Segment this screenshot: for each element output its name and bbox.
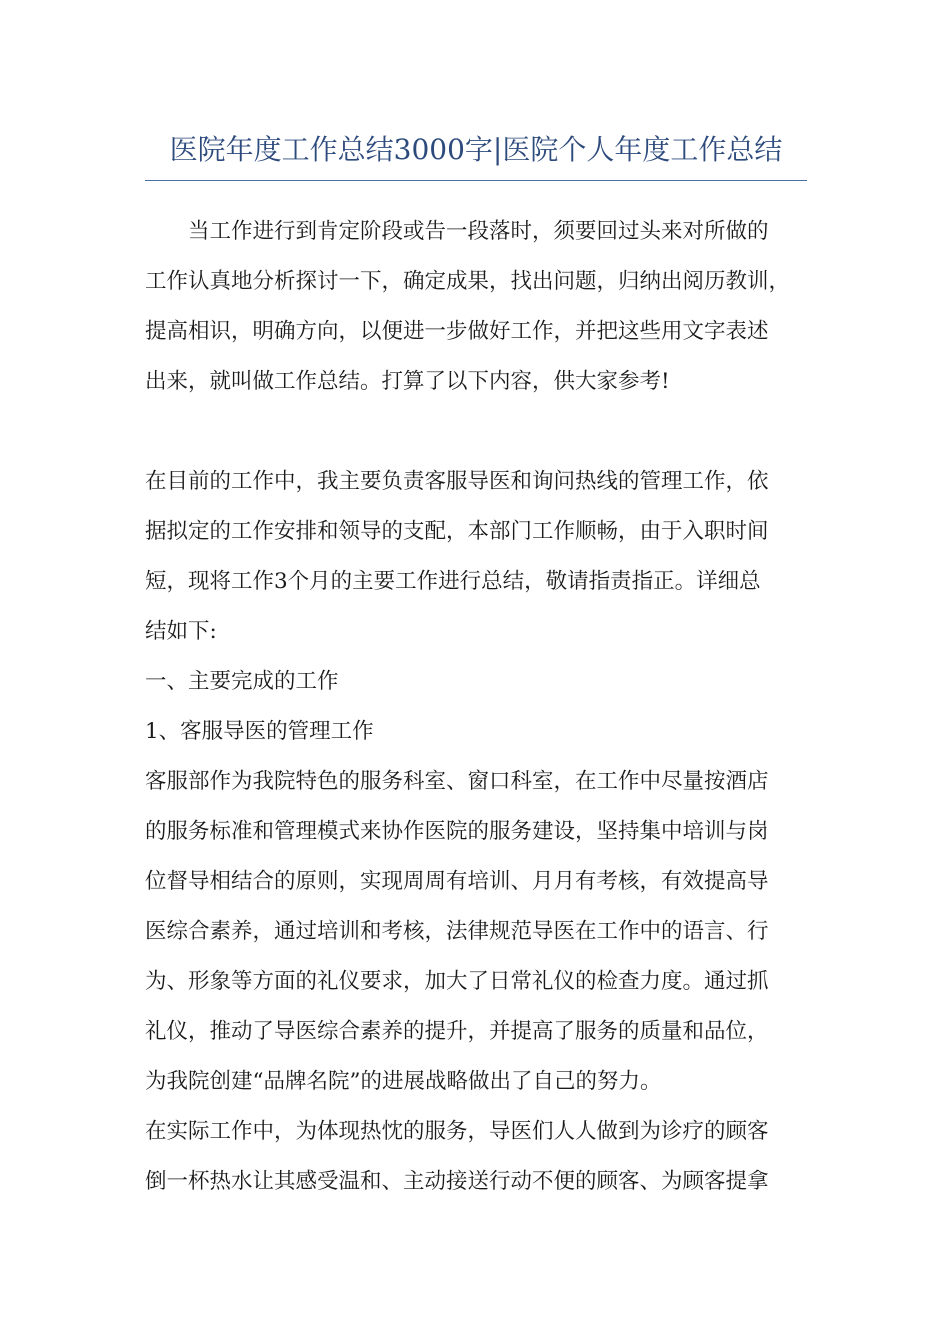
section-heading: 一、主要完成的工作 [145,669,339,694]
paragraph-gap [145,407,810,457]
text-line: 在实际工作中，为体现热忱的服务，导医们人人做到为诊疗的顾客 [145,1119,769,1144]
text-line: 短，现将工作3个月的主要工作进行总结，敬请指责指正。详细总 [145,569,761,594]
text-line: 在目前的工作中，我主要负责客服导医和询问热线的管理工作，依 [145,469,769,494]
text-line: 据拟定的工作安排和领导的支配，本部门工作顺畅，由于入职时间 [145,519,769,544]
paragraph [145,457,810,657]
paragraph [145,1107,810,1207]
text-line: 为我院创建“品牌名院”的进展战略做出了自己的努力。 [145,1069,662,1094]
intro-paragraph-cont [145,257,810,407]
title-underline [145,180,807,181]
text-line: 结如下: [145,619,217,644]
text-line: 的服务标准和管理模式来协作医院的服务建设，坚持集中培训与岗 [145,819,769,844]
text-line: 工作认真地分析探讨一下，确定成果，找出问题，归纳出阅历教训， [145,269,791,294]
text-line: 礼仪，推动了导医综合素养的提升，并提高了服务的质量和品位， [145,1019,769,1044]
document-body [145,207,810,1207]
text-line: 当工作进行到肯定阶段或告一段落时，须要回过头来对所做的 [188,219,769,244]
paragraph [145,757,810,1107]
text-line: 医综合素养，通过培训和考核，法律规范导医在工作中的语言、行 [145,919,769,944]
text-line: 提高相识，明确方向，以便进一步做好工作，并把这些用文字表述 [145,319,769,344]
text-line: 客服部作为我院特色的服务科室、窗口科室，在工作中尽量按酒店 [145,769,769,794]
text-line: 倒一杯热水让其感受温和、主动接送行动不便的顾客、为顾客提拿 [145,1169,769,1194]
text-line: 位督导相结合的原则，实现周周有培训、月月有考核，有效提高导 [145,869,769,894]
intro-paragraph [145,207,810,257]
text-line: 出来，就叫做工作总结。打算了以下内容，供大家参考! [145,369,670,394]
subsection-heading: 1、客服导医的管理工作 [145,719,374,744]
page-title: 医院年度工作总结3000字|医院个人年度工作总结 [169,133,783,166]
text-line: 为、形象等方面的礼仪要求，加大了日常礼仪的检查力度。通过抓 [145,969,769,994]
